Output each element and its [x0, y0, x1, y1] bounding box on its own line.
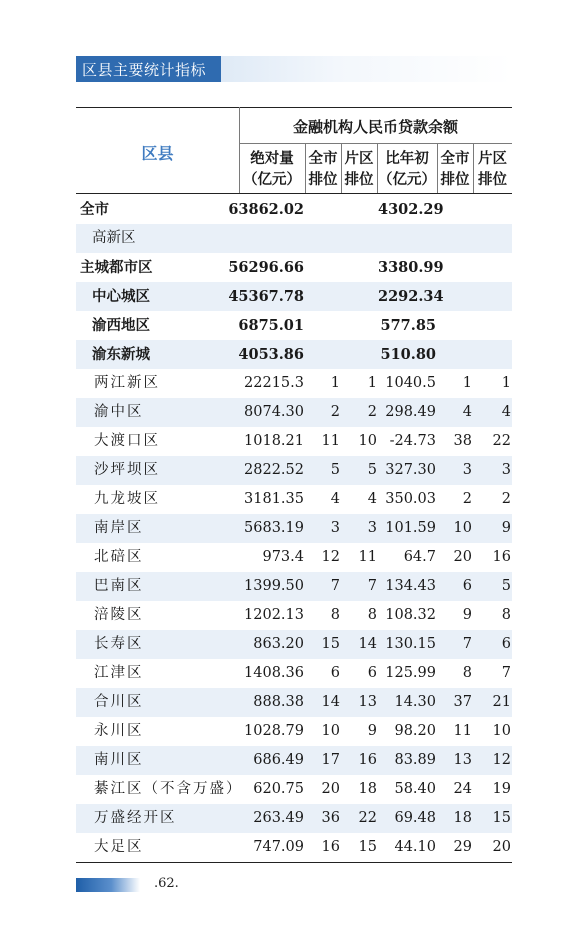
table-row [76, 659, 512, 688]
cell-v2: 4302.29 [378, 201, 444, 218]
district-name: 主城都市区 [80, 259, 153, 276]
district-name: 南岸区 [94, 520, 144, 536]
change-area-rank-header [473, 149, 512, 191]
district-name: 万盛经开区 [94, 810, 177, 826]
cell-v1: 3181.35 [244, 491, 304, 507]
cell-v1: 973.4 [262, 549, 304, 565]
cell-v2: 101.59 [385, 520, 436, 536]
cell-v2 [378, 224, 436, 253]
cell-r1: 4 [330, 491, 340, 507]
cell-r1: 15 [321, 636, 340, 652]
cell-r2: 10 [453, 520, 472, 536]
table-row [76, 717, 512, 746]
district-name: 大足区 [94, 839, 144, 855]
cell-v1: 1408.36 [244, 665, 304, 681]
absolute-value-header [239, 149, 305, 191]
cell-v1: 22215.3 [244, 375, 304, 391]
district-name: 巴南区 [94, 578, 144, 594]
cell-r1 [306, 224, 340, 253]
district-name: 北碚区 [94, 549, 144, 565]
cell-r1 [306, 253, 340, 282]
cell-a1: 3 [367, 520, 377, 536]
header-bottom-rule [76, 193, 512, 194]
cell-r1: 1 [330, 375, 340, 391]
cell-r1: 14 [321, 694, 340, 710]
cell-a2: 10 [492, 723, 511, 739]
cell-r1: 7 [330, 578, 340, 594]
absolute-value-label: 绝对量 [250, 151, 294, 167]
cell-v2: 2292.34 [378, 288, 444, 305]
cell-v2: 327.30 [385, 462, 436, 478]
district-name: 高新区 [92, 230, 136, 246]
cell-v2: 98.20 [394, 723, 436, 739]
district-name: 南川区 [94, 752, 144, 768]
cell-v1 [226, 224, 304, 253]
cell-a1: 8 [367, 607, 377, 623]
cell-a2 [474, 253, 511, 282]
district-name: 两江新区 [94, 375, 160, 391]
cell-a2: 7 [501, 665, 511, 681]
cell-r1: 8 [330, 607, 340, 623]
cell-v2: 577.85 [380, 317, 436, 334]
cell-v2: 350.03 [385, 491, 436, 507]
cell-a2: 20 [492, 839, 511, 855]
cell-a2 [474, 311, 511, 340]
cell-a1 [342, 282, 377, 311]
cell-v2: -24.73 [389, 433, 436, 449]
cell-v2: 298.49 [385, 404, 436, 420]
cell-v2: 64.7 [403, 549, 436, 565]
table-row [76, 224, 512, 253]
cell-r2: 1 [462, 375, 472, 391]
cell-r2: 4 [462, 404, 472, 420]
cell-r1 [306, 340, 340, 369]
district-name: 涪陵区 [94, 607, 144, 623]
cell-r2: 13 [453, 752, 472, 768]
section-title: 区县主要统计指标 [82, 61, 207, 79]
cell-a1: 10 [358, 433, 377, 449]
cell-a1: 11 [358, 549, 377, 565]
cell-r2: 37 [453, 694, 472, 710]
cell-v2: 510.80 [380, 346, 436, 363]
table-row [76, 253, 512, 282]
cell-r1: 6 [330, 665, 340, 681]
cell-a1 [342, 253, 377, 282]
cell-v2: 44.10 [394, 839, 436, 855]
district-name: 长寿区 [94, 636, 144, 652]
cell-v1: 888.38 [253, 694, 304, 710]
cell-r2: 18 [453, 810, 472, 826]
cell-r1: 16 [321, 839, 340, 855]
area-rank-header [341, 149, 377, 191]
change-label: 比年初 [385, 151, 429, 167]
change-city-rank-label-2: 排位 [440, 172, 470, 188]
cell-v1: 8074.30 [244, 404, 304, 420]
cell-r1 [306, 282, 340, 311]
cell-a2: 8 [501, 607, 511, 623]
cell-r1 [306, 311, 340, 340]
table-row [76, 630, 512, 659]
cell-v1: 863.20 [253, 636, 304, 652]
district-name: 全市 [80, 201, 109, 218]
cell-v1: 45367.78 [228, 288, 304, 305]
table-row [76, 195, 512, 224]
footer-bar [76, 878, 140, 892]
change-city-rank-label: 全市 [440, 151, 470, 167]
cell-a1 [342, 311, 377, 340]
table-row [76, 514, 512, 543]
cell-a2: 3 [501, 462, 511, 478]
cell-r2: 20 [453, 549, 472, 565]
table-row [76, 543, 512, 572]
cell-a2: 1 [501, 375, 511, 391]
cell-r2: 11 [453, 723, 472, 739]
table-row [76, 775, 512, 804]
absolute-value-unit: （亿元） [243, 172, 301, 188]
cell-a1: 14 [358, 636, 377, 652]
table-row [76, 485, 512, 514]
cell-a2: 6 [501, 636, 511, 652]
cell-r1: 5 [330, 462, 340, 478]
district-name: 九龙坡区 [94, 491, 160, 507]
table-row [76, 833, 512, 862]
district-name: 江津区 [94, 665, 144, 681]
cell-a1: 13 [358, 694, 377, 710]
cell-v2: 83.89 [394, 752, 436, 768]
cell-v1: 1018.21 [244, 433, 304, 449]
cell-r1: 11 [321, 433, 340, 449]
cell-v1: 56296.66 [228, 259, 304, 276]
table-row [76, 398, 512, 427]
cell-r2: 29 [453, 839, 472, 855]
cell-v1: 620.75 [253, 781, 304, 797]
cell-a2: 19 [492, 781, 511, 797]
cell-a2 [474, 224, 511, 253]
cell-r2 [438, 282, 472, 311]
change-unit: （亿元） [378, 172, 436, 188]
cell-a2 [474, 340, 511, 369]
change-city-rank-header [437, 149, 473, 191]
cell-r1: 3 [330, 520, 340, 536]
cell-a2: 15 [492, 810, 511, 826]
cell-a2: 12 [492, 752, 511, 768]
cell-v1: 4053.86 [238, 346, 304, 363]
page-number: .62. [154, 876, 179, 891]
cell-r2: 8 [462, 665, 472, 681]
cell-r1: 36 [321, 810, 340, 826]
table-row [76, 746, 512, 775]
change-area-rank-label: 片区 [478, 151, 507, 167]
cell-r2 [438, 253, 472, 282]
cell-a2 [474, 282, 511, 311]
cell-r1: 17 [321, 752, 340, 768]
district-name: 沙坪坝区 [94, 462, 160, 478]
header-group-rule [239, 143, 512, 144]
cell-a2: 2 [501, 491, 511, 507]
loan-balance-group-header: 金融机构人民币贷款余额 [292, 118, 458, 136]
section-banner [76, 56, 512, 82]
district-name: 中心城区 [92, 288, 150, 305]
area-rank-label-2: 排位 [344, 172, 374, 188]
cell-a2: 4 [501, 404, 511, 420]
cell-a1: 5 [367, 462, 377, 478]
district-name: 渝中区 [94, 404, 144, 420]
table-row [76, 456, 512, 485]
cell-v2: 130.15 [385, 636, 436, 652]
cell-a1: 6 [367, 665, 377, 681]
cell-a2 [474, 195, 511, 224]
cell-r2: 7 [462, 636, 472, 652]
table-row [76, 340, 512, 369]
cell-v1: 6875.01 [238, 317, 304, 334]
district-name: 綦江区（不含万盛） [94, 781, 243, 797]
cell-v1: 2822.52 [244, 462, 304, 478]
cell-v1: 1028.79 [244, 723, 304, 739]
cell-v2: 134.43 [385, 578, 436, 594]
cell-r2: 24 [453, 781, 472, 797]
district-name: 大渡口区 [94, 433, 160, 449]
cell-v1: 263.49 [253, 810, 304, 826]
table-row [76, 804, 512, 833]
cell-r2: 2 [462, 491, 472, 507]
district-name: 合川区 [94, 694, 144, 710]
cell-r1: 12 [321, 549, 340, 565]
cell-a1 [342, 340, 377, 369]
cell-r2 [438, 311, 472, 340]
city-rank-header [305, 149, 341, 191]
cell-r1: 2 [330, 404, 340, 420]
cell-a1 [342, 224, 377, 253]
cell-v1: 63862.02 [228, 201, 304, 218]
cell-r2: 38 [453, 433, 472, 449]
cell-a1: 16 [358, 752, 377, 768]
cell-v2: 3380.99 [378, 259, 444, 276]
table-top-rule [76, 107, 512, 108]
city-rank-label-2: 排位 [308, 172, 338, 188]
cell-a1: 18 [358, 781, 377, 797]
cell-a2: 5 [501, 578, 511, 594]
cell-a1: 22 [358, 810, 377, 826]
change-area-rank-label-2: 排位 [478, 172, 507, 188]
cell-r1: 20 [321, 781, 340, 797]
cell-r2 [438, 340, 472, 369]
cell-r1 [306, 195, 340, 224]
district-name: 永川区 [94, 723, 144, 739]
cell-a1 [342, 195, 377, 224]
table-row [76, 572, 512, 601]
cell-r2 [438, 195, 472, 224]
table-row [76, 688, 512, 717]
cell-a1: 1 [367, 375, 377, 391]
table-bottom-rule [76, 862, 512, 863]
city-rank-label: 全市 [308, 151, 338, 167]
cell-v2: 125.99 [385, 665, 436, 681]
cell-a1: 2 [367, 404, 377, 420]
district-name: 渝东新城 [92, 346, 150, 363]
cell-v2: 14.30 [394, 694, 436, 710]
cell-v2: 108.32 [385, 607, 436, 623]
cell-a2: 21 [492, 694, 511, 710]
cell-a2: 16 [492, 549, 511, 565]
table-row [76, 282, 512, 311]
cell-v1: 5683.19 [244, 520, 304, 536]
cell-a1: 4 [367, 491, 377, 507]
cell-v2: 1040.5 [385, 375, 436, 391]
cell-r2: 9 [462, 607, 472, 623]
cell-a1: 15 [358, 839, 377, 855]
cell-a2: 9 [501, 520, 511, 536]
district-column-header: 区县 [141, 144, 174, 163]
cell-v1: 686.49 [253, 752, 304, 768]
cell-v1: 747.09 [253, 839, 304, 855]
cell-r2: 6 [462, 578, 472, 594]
cell-v1: 1399.50 [244, 578, 304, 594]
cell-v1: 1202.13 [244, 607, 304, 623]
cell-r2: 3 [462, 462, 472, 478]
cell-a1: 9 [367, 723, 377, 739]
table-body [76, 195, 512, 862]
cell-a1: 7 [367, 578, 377, 594]
change-header [377, 149, 437, 191]
table-row [76, 311, 512, 340]
cell-v2: 58.40 [394, 781, 436, 797]
cell-r2 [438, 224, 472, 253]
cell-v2: 69.48 [394, 810, 436, 826]
table-row [76, 369, 512, 398]
table-row [76, 427, 512, 456]
table-row [76, 601, 512, 630]
area-rank-label: 片区 [344, 151, 374, 167]
district-name: 渝西地区 [92, 317, 150, 334]
cell-a2: 22 [492, 433, 511, 449]
cell-r1: 10 [321, 723, 340, 739]
